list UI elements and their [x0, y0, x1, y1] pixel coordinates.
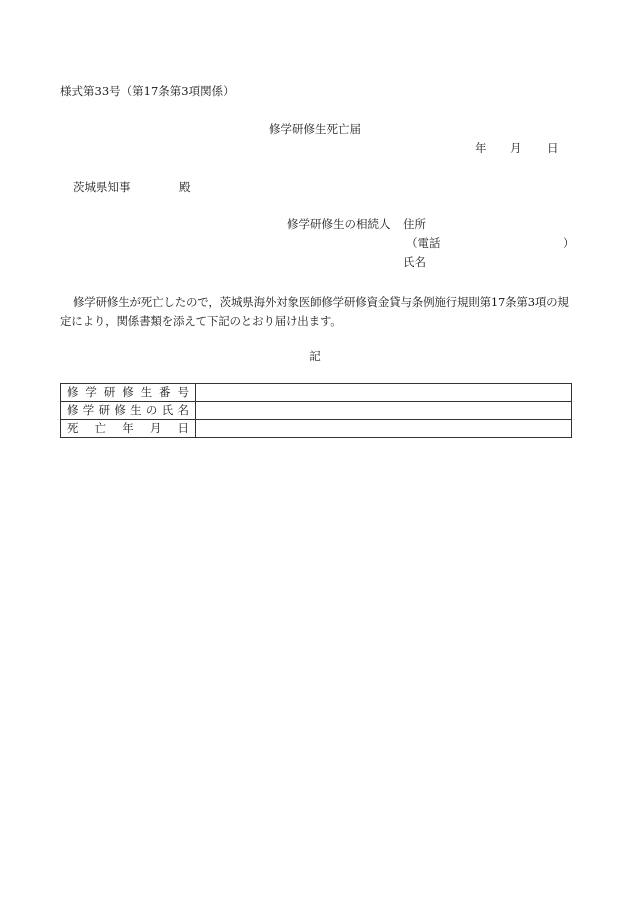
label-char: 号 [177, 385, 189, 399]
label-char: 月 [149, 421, 162, 435]
label-char: 修 [67, 403, 79, 417]
label-char: 日 [177, 421, 189, 435]
death-date-field[interactable] [196, 420, 572, 438]
label-char: の [145, 403, 158, 417]
addressee-honorific: 殿 [179, 180, 191, 194]
table-row [61, 384, 572, 402]
label-char: 死 [67, 421, 79, 435]
record-table [60, 383, 572, 438]
label-char: 学 [82, 403, 95, 417]
date-year-label: 年 [475, 141, 487, 155]
label-char: 氏 [161, 403, 174, 417]
label-char: 名 [177, 403, 189, 417]
label-char: 年 [122, 421, 134, 435]
table-row [61, 402, 572, 420]
name-label: 氏名 [403, 255, 426, 269]
label-char: 修 [114, 403, 126, 417]
label-char: 修 [67, 385, 79, 399]
label-char: 学 [85, 385, 97, 399]
phone-close-paren: ） [563, 236, 575, 250]
date-month-label: 月 [510, 141, 522, 155]
applicant-role: 修学研修生の相続人 [287, 217, 391, 231]
addressee: 茨城県知事 [73, 180, 131, 194]
death-date-label [61, 420, 196, 438]
label-char: 亡 [94, 421, 107, 435]
ki-heading: 記 [309, 349, 321, 363]
label-char: 番 [159, 385, 171, 399]
student-number-label [61, 384, 196, 402]
phone-label: （電話 [406, 236, 441, 250]
student-name-label [61, 402, 196, 420]
label-char: 研 [98, 403, 111, 417]
label-char: 修 [122, 385, 134, 399]
form-number: 様式第33号（第17条第3項関係） [60, 84, 235, 98]
student-name-field[interactable] [196, 402, 572, 420]
body-text: 修学研修生が死亡したので，茨城県海外対象医師修学研修資金貸与条例施行規則第17条第3項の規定により，関係書類を添えて下記のとおり届け出ます。 [60, 295, 569, 328]
label-char: 生 [140, 385, 153, 399]
label-char: 研 [103, 385, 116, 399]
table-row [61, 420, 572, 438]
date-day-label: 日 [547, 141, 559, 155]
student-number-field[interactable] [196, 384, 572, 402]
label-char: 生 [130, 403, 142, 417]
document-title: 修学研修生死亡届 [269, 122, 361, 136]
address-label: 住所 [403, 217, 426, 231]
